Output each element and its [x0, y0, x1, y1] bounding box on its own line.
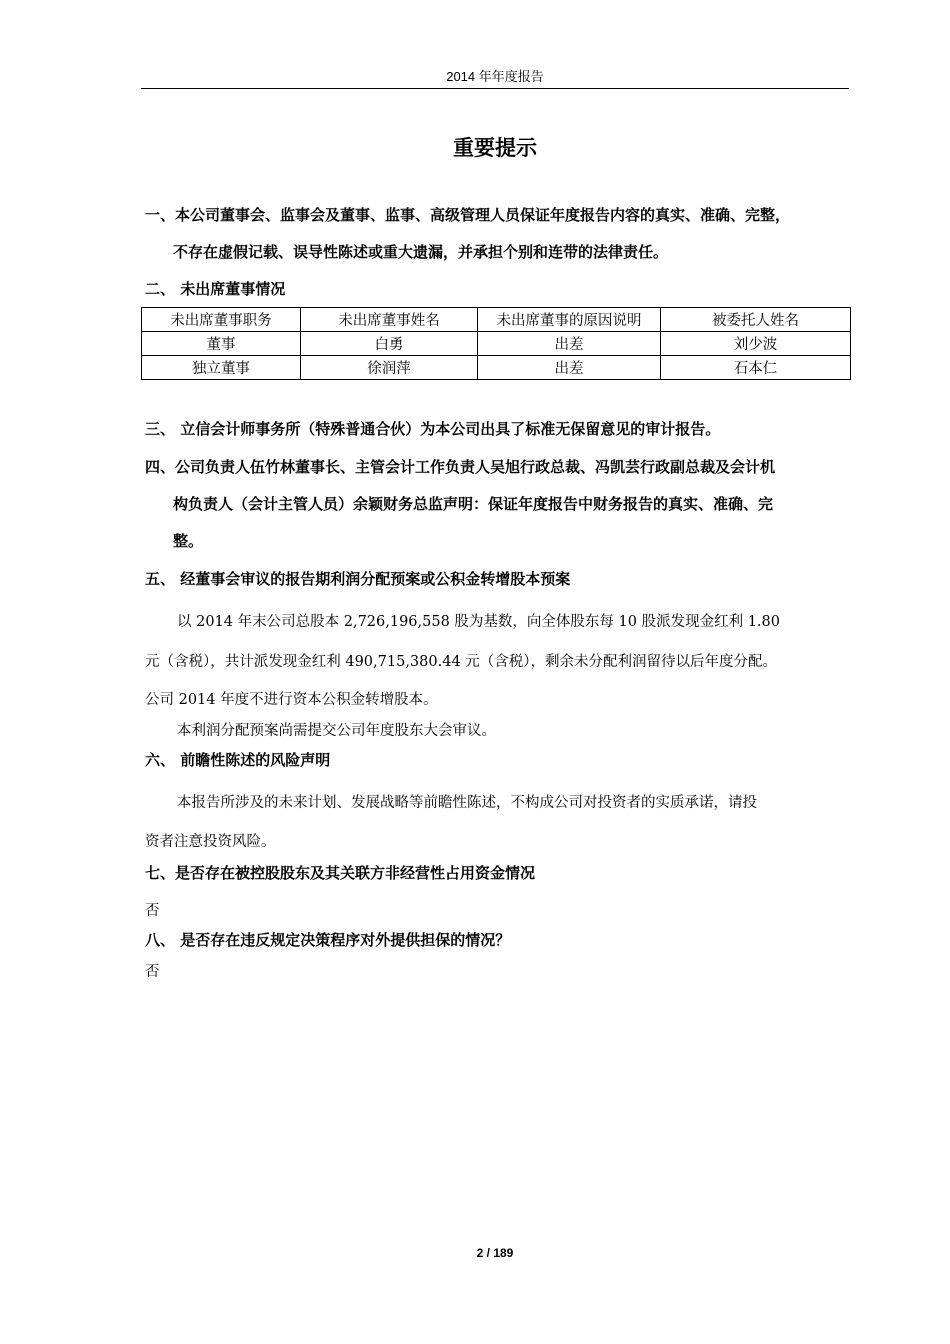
- section-5-heading: 五、 经董事会审议的报告期利润分配预案或公积金转增股本预案: [145, 570, 571, 588]
- table-header-cell: 未出席董事职务: [142, 308, 301, 332]
- section-4-line-2: 构负责人（会计主管人员）余颖财务总监声明：保证年度报告中财务报告的真实、准确、完: [173, 495, 774, 513]
- page-number: 2 / 189: [476, 1246, 514, 1260]
- table-cell: 董事: [142, 332, 301, 356]
- section-5-paragraph-3: 公司 2014 年度不进行资本公积金转增股本。: [145, 692, 438, 708]
- table-cell: 徐润萍: [301, 356, 478, 380]
- table-cell: 出差: [478, 332, 661, 356]
- table-cell: 白勇: [301, 332, 478, 356]
- table-cell: 刘少波: [661, 332, 851, 356]
- section-6-heading: 六、 前瞻性陈述的风险声明: [145, 751, 331, 769]
- table-header-cell: 未出席董事的原因说明: [478, 308, 661, 332]
- section-5-paragraph-2: 元（含税），共计派发现金红利 490,715,380.44 元（含税），剩余未分配利润留待以后年度分配。: [145, 654, 778, 670]
- section-4-line-1: 四、公司负责人伍竹林董事长、主管会计工作负责人吴旭行政总裁、冯凯芸行政副总裁及会计机: [145, 458, 776, 476]
- section-1-line-1: 一、本公司董事会、监事会及董事、监事、高级管理人员保证年度报告内容的真实、准确、完整，: [145, 206, 791, 224]
- table-row: [142, 332, 851, 356]
- section-8-answer: 否: [145, 964, 160, 980]
- table-cell: 石本仁: [661, 356, 851, 380]
- section-4-line-3: 整。: [173, 532, 204, 550]
- section-1-line-2: 不存在虚假记载、误导性陈述或重大遗漏，并承担个别和连带的法律责任。: [173, 243, 669, 261]
- table-header-cell: 被委托人姓名: [661, 308, 851, 332]
- header-divider: [141, 88, 849, 89]
- table-cell: 独立董事: [142, 356, 301, 380]
- section-6-paragraph-1: 本报告所涉及的未来计划、发展战略等前瞻性陈述，不构成公司对投资者的实质承诺，请投: [177, 795, 757, 811]
- section-5-paragraph-1: 以 2014 年末公司总股本 2,726,196,558 股为基数，向全体股东每 10 股派发现金红利 1.80: [177, 614, 780, 630]
- section-7-answer: 否: [145, 903, 160, 919]
- section-3-text: 三、 立信会计师事务所（特殊普通合伙）为本公司出具了标准无保留意见的审计报告。: [145, 420, 721, 438]
- section-6-paragraph-2: 资者注意投资风险。: [145, 834, 276, 850]
- section-8-heading: 八、 是否存在违反规定决策程序对外提供担保的情况？: [145, 931, 511, 949]
- section-5-paragraph-4: 本利润分配预案尚需提交公司年度股东大会审议。: [177, 723, 496, 739]
- table-cell: 出差: [478, 356, 661, 380]
- table-row: [142, 356, 851, 380]
- section-7-heading: 七、是否存在被控股股东及其关联方非经营性占用资金情况: [145, 864, 536, 882]
- absent-directors-table: [141, 307, 851, 380]
- section-2-heading: 二、 未出席董事情况: [145, 280, 286, 298]
- page-header: 2014 年年度报告: [446, 69, 544, 84]
- table-header-cell: 未出席董事姓名: [301, 308, 478, 332]
- table-header-row: [142, 308, 851, 332]
- page-title: 重要提示: [453, 136, 537, 160]
